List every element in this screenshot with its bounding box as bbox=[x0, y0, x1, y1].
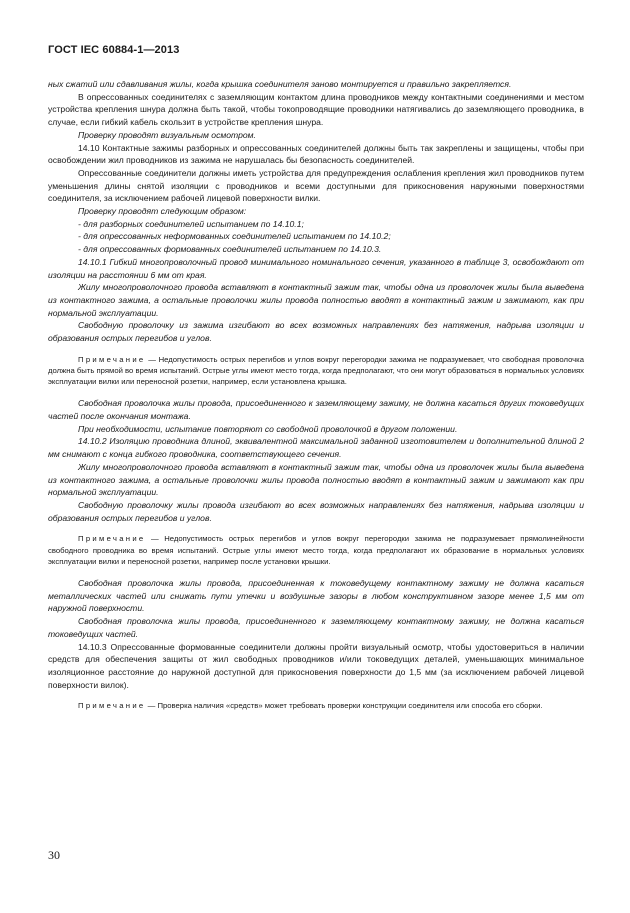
paragraph: Свободную проволочку жилы провода изгибают во всех возможных направлениях без натяжения, надрыва изоляции и образования острых перегибов и углов. bbox=[48, 500, 584, 523]
note-label: Примечание bbox=[78, 354, 146, 364]
paragraph: Опрессованные соединители должны иметь устройства для предупреждения ослабления крепления жил проводников путем уменьшения длины снятой изоляции с проводников и всеми доступными для прикосновения наружными поверхностями соединителя, за исключением рабочей лицевой поверхности вилки. bbox=[48, 167, 584, 204]
paragraph-group-2 bbox=[48, 397, 584, 524]
note-1 bbox=[48, 354, 584, 388]
paragraph: - для разборных соединителей испытанием по 14.10.1; bbox=[78, 218, 304, 229]
paragraph: ных сжатий или сдавливания жилы, когда крышка соединителя заново монтируется и правильно закрепляется. bbox=[48, 79, 512, 89]
paragraph: 14.10 Контактные зажимы разборных и опрессованных соединителей должны быть так закреплены и защищены, чтобы при освобождении жил проводников из зажима не нарушалась бы безопасность соединителей. bbox=[48, 142, 584, 166]
paragraph: При необходимости, испытание повторяют со свободной проволочкой в другом положении. bbox=[78, 423, 458, 434]
paragraph: Жилу многопроволочного провода вставляют в контактный зажим так, чтобы одна из проволочек жилы была выведена из контактного зажима, а остальные проволочки жилы провода полностью вводят в контактный зажим и зажимают, как при нормальной эксплуатации. bbox=[48, 282, 584, 318]
paragraph: Свободную проволочку из зажима изгибают во всех возможных направлениях без натяжения, надрыва изоляции и образования острых перегибов и углов. bbox=[48, 320, 584, 344]
paragraph: 14.10.1 Гибкий многопроволочный провод минимального номинального сечения, указанного в таблице 3, освобождают от изоляции на расстоянии 6 мм от края. bbox=[48, 256, 584, 280]
note-2 bbox=[48, 533, 584, 567]
note-text: — Недопустимость острых перегибов и углов вокруг перегородки зажима не подразумевает, что свободная проволочка должна быть прямой во время испытаний. Острые углы имеют место тогда, когда предполагают, что они могут образоваться в нормальных условиях эксплуатации вилки или переносной розетки, например, если установлена крышка. bbox=[48, 354, 584, 387]
page-number: 30 bbox=[48, 848, 60, 862]
paragraph: - для опрессованных формованных соединителей испытанием по 14.10.3. bbox=[78, 244, 382, 255]
note-label: Примечание bbox=[78, 534, 146, 544]
note-3 bbox=[48, 700, 584, 711]
paragraph: Свободная проволочка жилы провода, присоединенная к токоведущему контактному зажиму не должна касаться металлических частей или снижать пути утечки и воздушные зазоры в любом конструктивном зазоре менее 1,5 мм от наружной поверхности. bbox=[48, 578, 584, 614]
paragraph: Свободная проволочка жилы провода, присоединенного к заземляющему контактному зажиму, не должна касаться токоведущих частей. bbox=[48, 616, 584, 639]
paragraph: В опрессованных соединителях с заземляющим контактом длина проводников между контактными соединениями и местом устройства крепления шнура должна быть такой, чтобы токопроводящие проводники натягивались до заземляющего проводника, в случае, если гибкий кабель скользит в устройстве крепления шнура. bbox=[48, 91, 584, 128]
paragraph-group-1 bbox=[48, 78, 584, 345]
document-page bbox=[48, 44, 584, 722]
note-text: — Недопустимость острых перегибов и углов вокруг перегородки зажима не подразумевает прямолинейности свободного проводника во время испытаний. Острые углы имеют место тогда, когда предполагают их образование в нормальных условиях эксплуатации вилки и переносной розетки, например после установки крышки. bbox=[48, 534, 584, 566]
note-text: — Проверка наличия «средств» может требовать проверки конструкции соединителя или способа его сборки. bbox=[145, 701, 543, 711]
document-body bbox=[48, 78, 584, 712]
paragraph: 14.10.3 Опрессованные формованные соединители должны пройти визуальный осмотр, чтобы удостовериться в наличии средств для обеспечения защиты от жил свободных проводников и/или токоведущих деталей, уменьшающих минимальное изоляционное расстояние до наружной доступной для прикосновения поверхности до 1,5 мм (за исключением рабочей лицевой поверхности вилок). bbox=[48, 641, 584, 690]
paragraph-group-3 bbox=[48, 577, 584, 691]
paragraph: 14.10.2 Изоляцию проводника длиной, эквивалентной максимальной заданной изготовителем и дополнительной длиной 2 мм снимают с конца гибкого проводника, соответствующего сечения. bbox=[48, 436, 584, 460]
document-header: ГОСТ IEC 60884-1—2013 bbox=[48, 44, 180, 56]
paragraph: Свободная проволочка жилы провода, присоединенного к заземляющему зажиму, не должна касаться других токоведущих частей после окончания монтажа. bbox=[48, 398, 584, 422]
paragraph: Жилу многопроволочного провода вставляют в контактный зажим так, чтобы одна из проволочек жилы была выведена из контактного зажима, а остальные проволочки жилы провода полностью вводят в контактный зажим и зажимают как при нормальной эксплуатации. bbox=[48, 461, 584, 498]
note-label: Примечание bbox=[78, 701, 146, 711]
paragraph: Проверку проводят следующим образом: bbox=[78, 206, 247, 217]
paragraph: - для опрессованных неформованных соединителей испытанием по 14.10.2; bbox=[78, 231, 391, 242]
paragraph: Проверку проводят визуальным осмотром. bbox=[78, 129, 256, 140]
